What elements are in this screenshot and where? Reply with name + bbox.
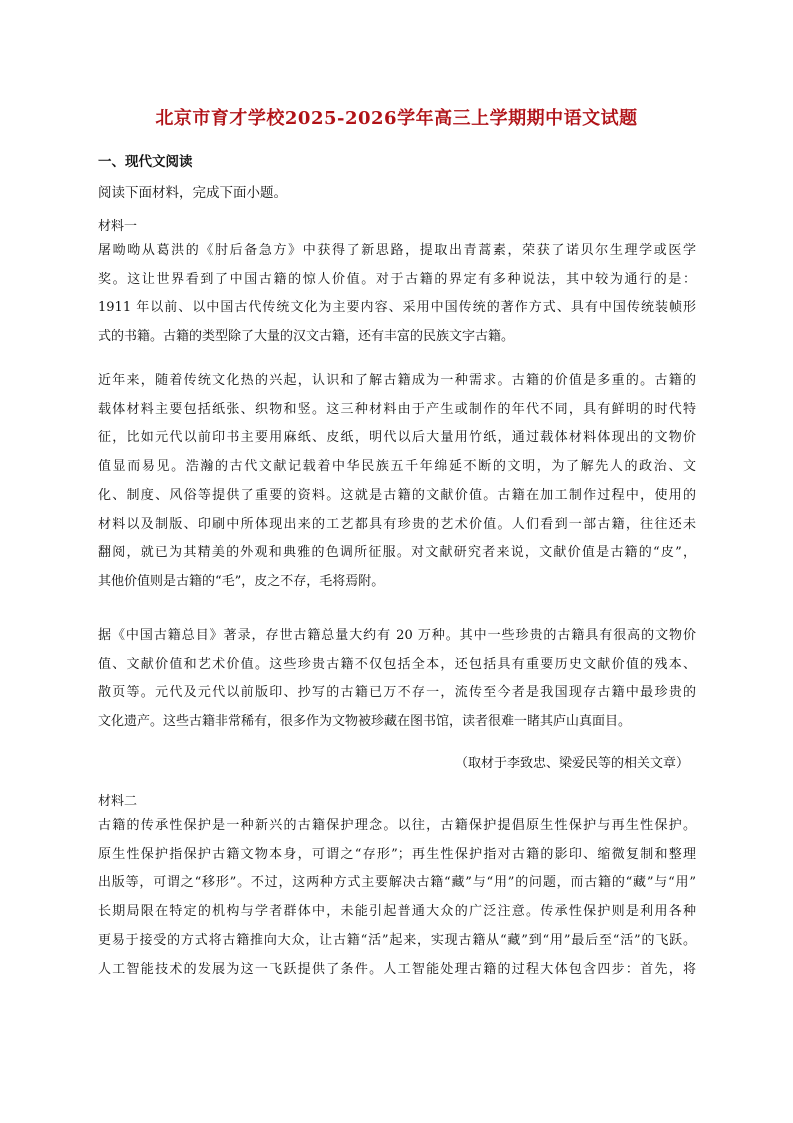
text-line: 原生性保护指保护古籍文物本身，可谓之“存形”；再生性保护指对古籍的影印、缩微复制和整理 xyxy=(98,846,696,862)
material2-paragraph-1 xyxy=(98,812,696,984)
text-line: 散页等。元代及元代以前版印、抄写的古籍已万不存一，流传至今者是我国现存古籍中最珍贵的 xyxy=(98,685,696,701)
text-line: 翻阅，就已为其精美的外观和典雅的色调所征服。对文献研究者来说，文献价值是古籍的“皮”， xyxy=(98,545,696,561)
text-line: 古籍的传承性保护是一种新兴的古籍保护理念。以往，古籍保护提倡原生性保护与再生性保护。 xyxy=(98,818,696,833)
text-line: 化、制度、风俗等提供了重要的资料。这就是古籍的文献价值。古籍在加工制作过程中，使用的 xyxy=(98,487,696,503)
text-line: 载体材料主要包括纸张、织物和竖。这三种材料由于产生或制作的年代不同，具有鲜明的时代特 xyxy=(98,401,696,417)
text-line: 征，比如元代以前印书主要用麻纸、皮纸，明代以后大量用竹纸，通过载体材料体现出的文物价 xyxy=(98,430,696,446)
text-line: 近年来，随着传统文化热的兴起，认识和了解古籍成为一种需求。古籍的价值是多重的。古籍的 xyxy=(98,373,696,388)
material1-label: 材料一 xyxy=(98,219,138,234)
text-line: 出版等，可谓之“移形”。不过，这两种方式主要解决古籍“藏”与“用”的问题，而古籍的“藏”与“用” xyxy=(98,875,696,891)
material1-paragraph-3 xyxy=(98,622,696,737)
material2-label: 材料二 xyxy=(98,794,138,809)
material1-source: （取材于李致忠、梁爱民等的相关文章） xyxy=(454,756,689,771)
text-line: 更易于接受的方式将古籍推向大众，让古籍“活”起来，实现古籍从“藏”到“用”最后至“活”的飞跃。 xyxy=(98,932,696,948)
text-line: 奖。这让世界看到了中国古籍的惊人价值。对于古籍的界定有多种说法，其中较为通行的是： xyxy=(98,271,696,287)
text-line: 人工智能技术的发展为这一飞跃提供了条件。人工智能处理古籍的过程大体包含四步：首先，将 xyxy=(98,961,696,977)
material1-paragraph-2 xyxy=(98,367,696,597)
text-line: 值、文献价值和艺术价值。这些珍贵古籍不仅包括全本，还包括具有重要历史文献价值的残本、 xyxy=(98,656,696,672)
text-line: 据《中国古籍总目》著录，存世古籍总量大约有 20 万种。其中一些珍贵的古籍具有很高的文物价 xyxy=(98,628,696,643)
text-line: 长期局限在特定的机构与学者群体中，未能引起普通大众的广泛注意。传承性保护则是利用各种 xyxy=(98,904,696,920)
reading-instruction: 阅读下面材料，完成下面小题。 xyxy=(98,185,287,201)
section-heading: 一、现代文阅读 xyxy=(98,154,193,170)
text-line: 1911 年以前、以中国古代传统文化为主要内容、采用中国传统的著作方式、具有中国传统装帧形 xyxy=(98,300,696,316)
text-line: 文化遗产。这些古籍非常稀有，很多作为文物被珍藏在图书馆，读者很难一睹其庐山真面目。 xyxy=(98,714,632,730)
text-line: 屠呦呦从葛洪的《肘后备急方》中获得了新思路，提取出青蒿素，荣获了诺贝尔生理学或医学 xyxy=(98,243,696,258)
material1-paragraph-1 xyxy=(98,237,696,352)
text-line: 其他价值则是古籍的“毛”，皮之不存，毛将焉附。 xyxy=(98,573,385,589)
document-title: 北京市育才学校2025-2026学年高三上学期期中语文试题 xyxy=(155,108,638,129)
text-line: 值显而易见。浩瀚的古代文献记载着中华民族五千年绵延不断的文明，为了解先人的政治、文 xyxy=(98,459,696,475)
text-line: 材料以及制版、印刷中所体现出来的工艺都具有珍贵的艺术价值。人们看到一部古籍，往往还未 xyxy=(98,516,696,532)
text-line: 式的书籍。古籍的类型除了大量的汉文古籍，还有丰富的民族文字古籍。 xyxy=(98,329,515,345)
